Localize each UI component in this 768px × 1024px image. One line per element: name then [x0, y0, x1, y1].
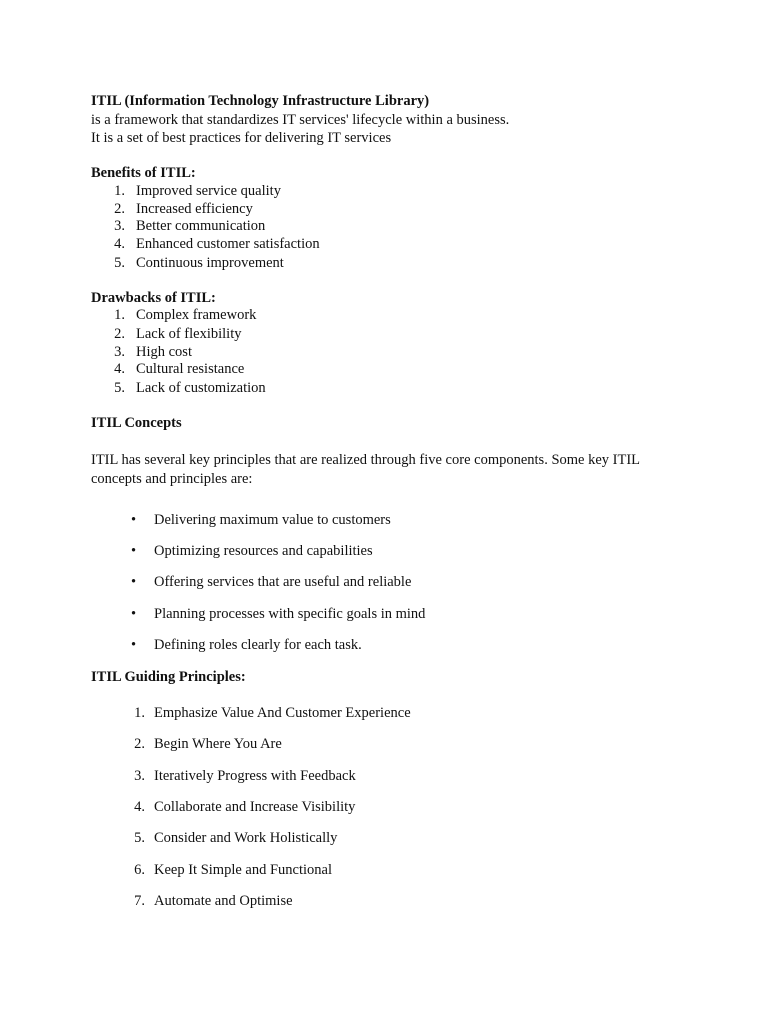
list-number: 1. [114, 183, 125, 199]
bullet-icon: • [131, 574, 137, 590]
list-number: 3. [134, 768, 145, 784]
list-number: 3. [114, 344, 125, 360]
list-text: Offering services that are useful and reliable [154, 574, 412, 590]
list-number: 5. [114, 380, 125, 396]
guiding-principles-heading: ITIL Guiding Principles: [91, 669, 246, 685]
list-text: High cost [136, 344, 192, 360]
list-text: Automate and Optimise [154, 893, 293, 909]
intro-line-1: is a framework that standardizes IT services' lifecycle within a business. [91, 112, 510, 128]
list-text: Increased efficiency [136, 201, 253, 217]
list-number: 4. [134, 799, 145, 815]
list-number: 5. [114, 255, 125, 271]
list-text: Optimizing resources and capabilities [154, 543, 373, 559]
list-text: Begin Where You Are [154, 736, 282, 752]
list-number: 5. [134, 830, 145, 846]
list-number: 3. [114, 218, 125, 234]
bullet-icon: • [131, 637, 137, 653]
list-number: 7. [134, 893, 145, 909]
list-text: Lack of customization [136, 380, 266, 396]
concepts-heading: ITIL Concepts [91, 415, 182, 431]
benefits-heading: Benefits of ITIL: [91, 165, 196, 181]
list-text: Better communication [136, 218, 266, 234]
list-number: 4. [114, 236, 125, 252]
list-number: 4. [114, 361, 125, 377]
drawbacks-heading: Drawbacks of ITIL: [91, 290, 216, 306]
list-text: Consider and Work Holistically [154, 830, 338, 846]
list-text: Cultural resistance [136, 361, 245, 377]
list-text: Enhanced customer satisfaction [136, 236, 320, 252]
list-text: Collaborate and Increase Visibility [154, 799, 356, 815]
list-text: Planning processes with specific goals in mind [154, 606, 426, 622]
concepts-paragraph-line-2: concepts and principles are: [91, 471, 253, 487]
list-number: 2. [114, 326, 125, 342]
list-text: Iteratively Progress with Feedback [154, 768, 356, 784]
list-number: 1. [134, 705, 145, 721]
list-number: 6. [134, 862, 145, 878]
list-number: 2. [114, 201, 125, 217]
intro-line-2: It is a set of best practices for delivering IT services [91, 130, 392, 146]
document-title: ITIL (Information Technology Infrastructure Library) [91, 93, 430, 109]
list-text: Keep It Simple and Functional [154, 862, 332, 878]
list-text: Delivering maximum value to customers [154, 512, 391, 528]
bullet-icon: • [131, 543, 137, 559]
list-text: Complex framework [136, 307, 257, 323]
list-text: Lack of flexibility [136, 326, 242, 342]
bullet-icon: • [131, 512, 137, 528]
list-text: Improved service quality [136, 183, 281, 199]
list-text: Continuous improvement [136, 255, 284, 271]
list-number: 1. [114, 307, 125, 323]
list-text: Emphasize Value And Customer Experience [154, 705, 411, 721]
list-number: 2. [134, 736, 145, 752]
bullet-icon: • [131, 606, 137, 622]
concepts-paragraph-line-1: ITIL has several key principles that are realized through five core components. Some key ITIL [91, 452, 641, 468]
list-text: Defining roles clearly for each task. [154, 637, 362, 653]
